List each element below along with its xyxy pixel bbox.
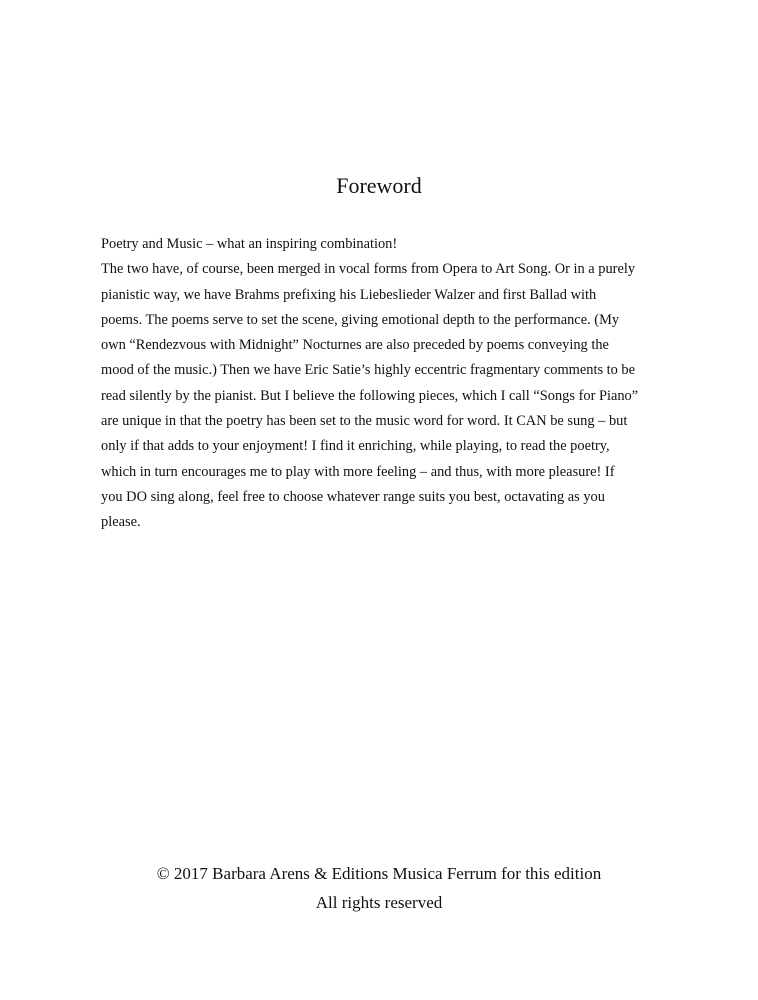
text-line: are unique in that the poetry has been set to the music word for word. It CAN be sung – but — [101, 413, 628, 430]
text-line: Poetry and Music – what an inspiring combination! — [101, 236, 398, 252]
page-title: Foreword — [336, 173, 422, 198]
text-line: you DO sing along, feel free to choose whatever range suits you best, octavating as you — [101, 488, 605, 505]
text-line: please. — [101, 514, 141, 531]
text-line: The two have, of course, been merged in vocal forms from Opera to Art Song. Or in a purely — [101, 261, 636, 278]
text-line: only if that adds to your enjoyment! I find it enriching, while playing, to read the poetry, — [101, 438, 610, 455]
foreword-text — [101, 232, 661, 536]
rights-notice: All rights reserved — [315, 893, 443, 912]
copyright-notice: © 2017 Barbara Arens & Editions Musica Ferrum for this edition — [156, 864, 602, 883]
text-line: which in turn encourages me to play with more feeling – and thus, with more pleasure! If — [101, 463, 615, 480]
text-line: pianistic way, we have Brahms prefixing his Liebeslieder Walzer and first Ballad with — [101, 286, 597, 303]
text-line: mood of the music.) Then we have Eric Satie’s highly eccentric fragmentary comments to be — [101, 362, 636, 379]
text-line: poems. The poems serve to set the scene, giving emotional depth to the performance. (My — [101, 311, 620, 328]
text-line: own “Rendezvous with Midnight” Nocturnes are also preceded by poems conveying the — [101, 337, 609, 354]
text-line: read silently by the pianist. But I believe the following pieces, which I call “Songs for Piano” — [101, 387, 639, 404]
